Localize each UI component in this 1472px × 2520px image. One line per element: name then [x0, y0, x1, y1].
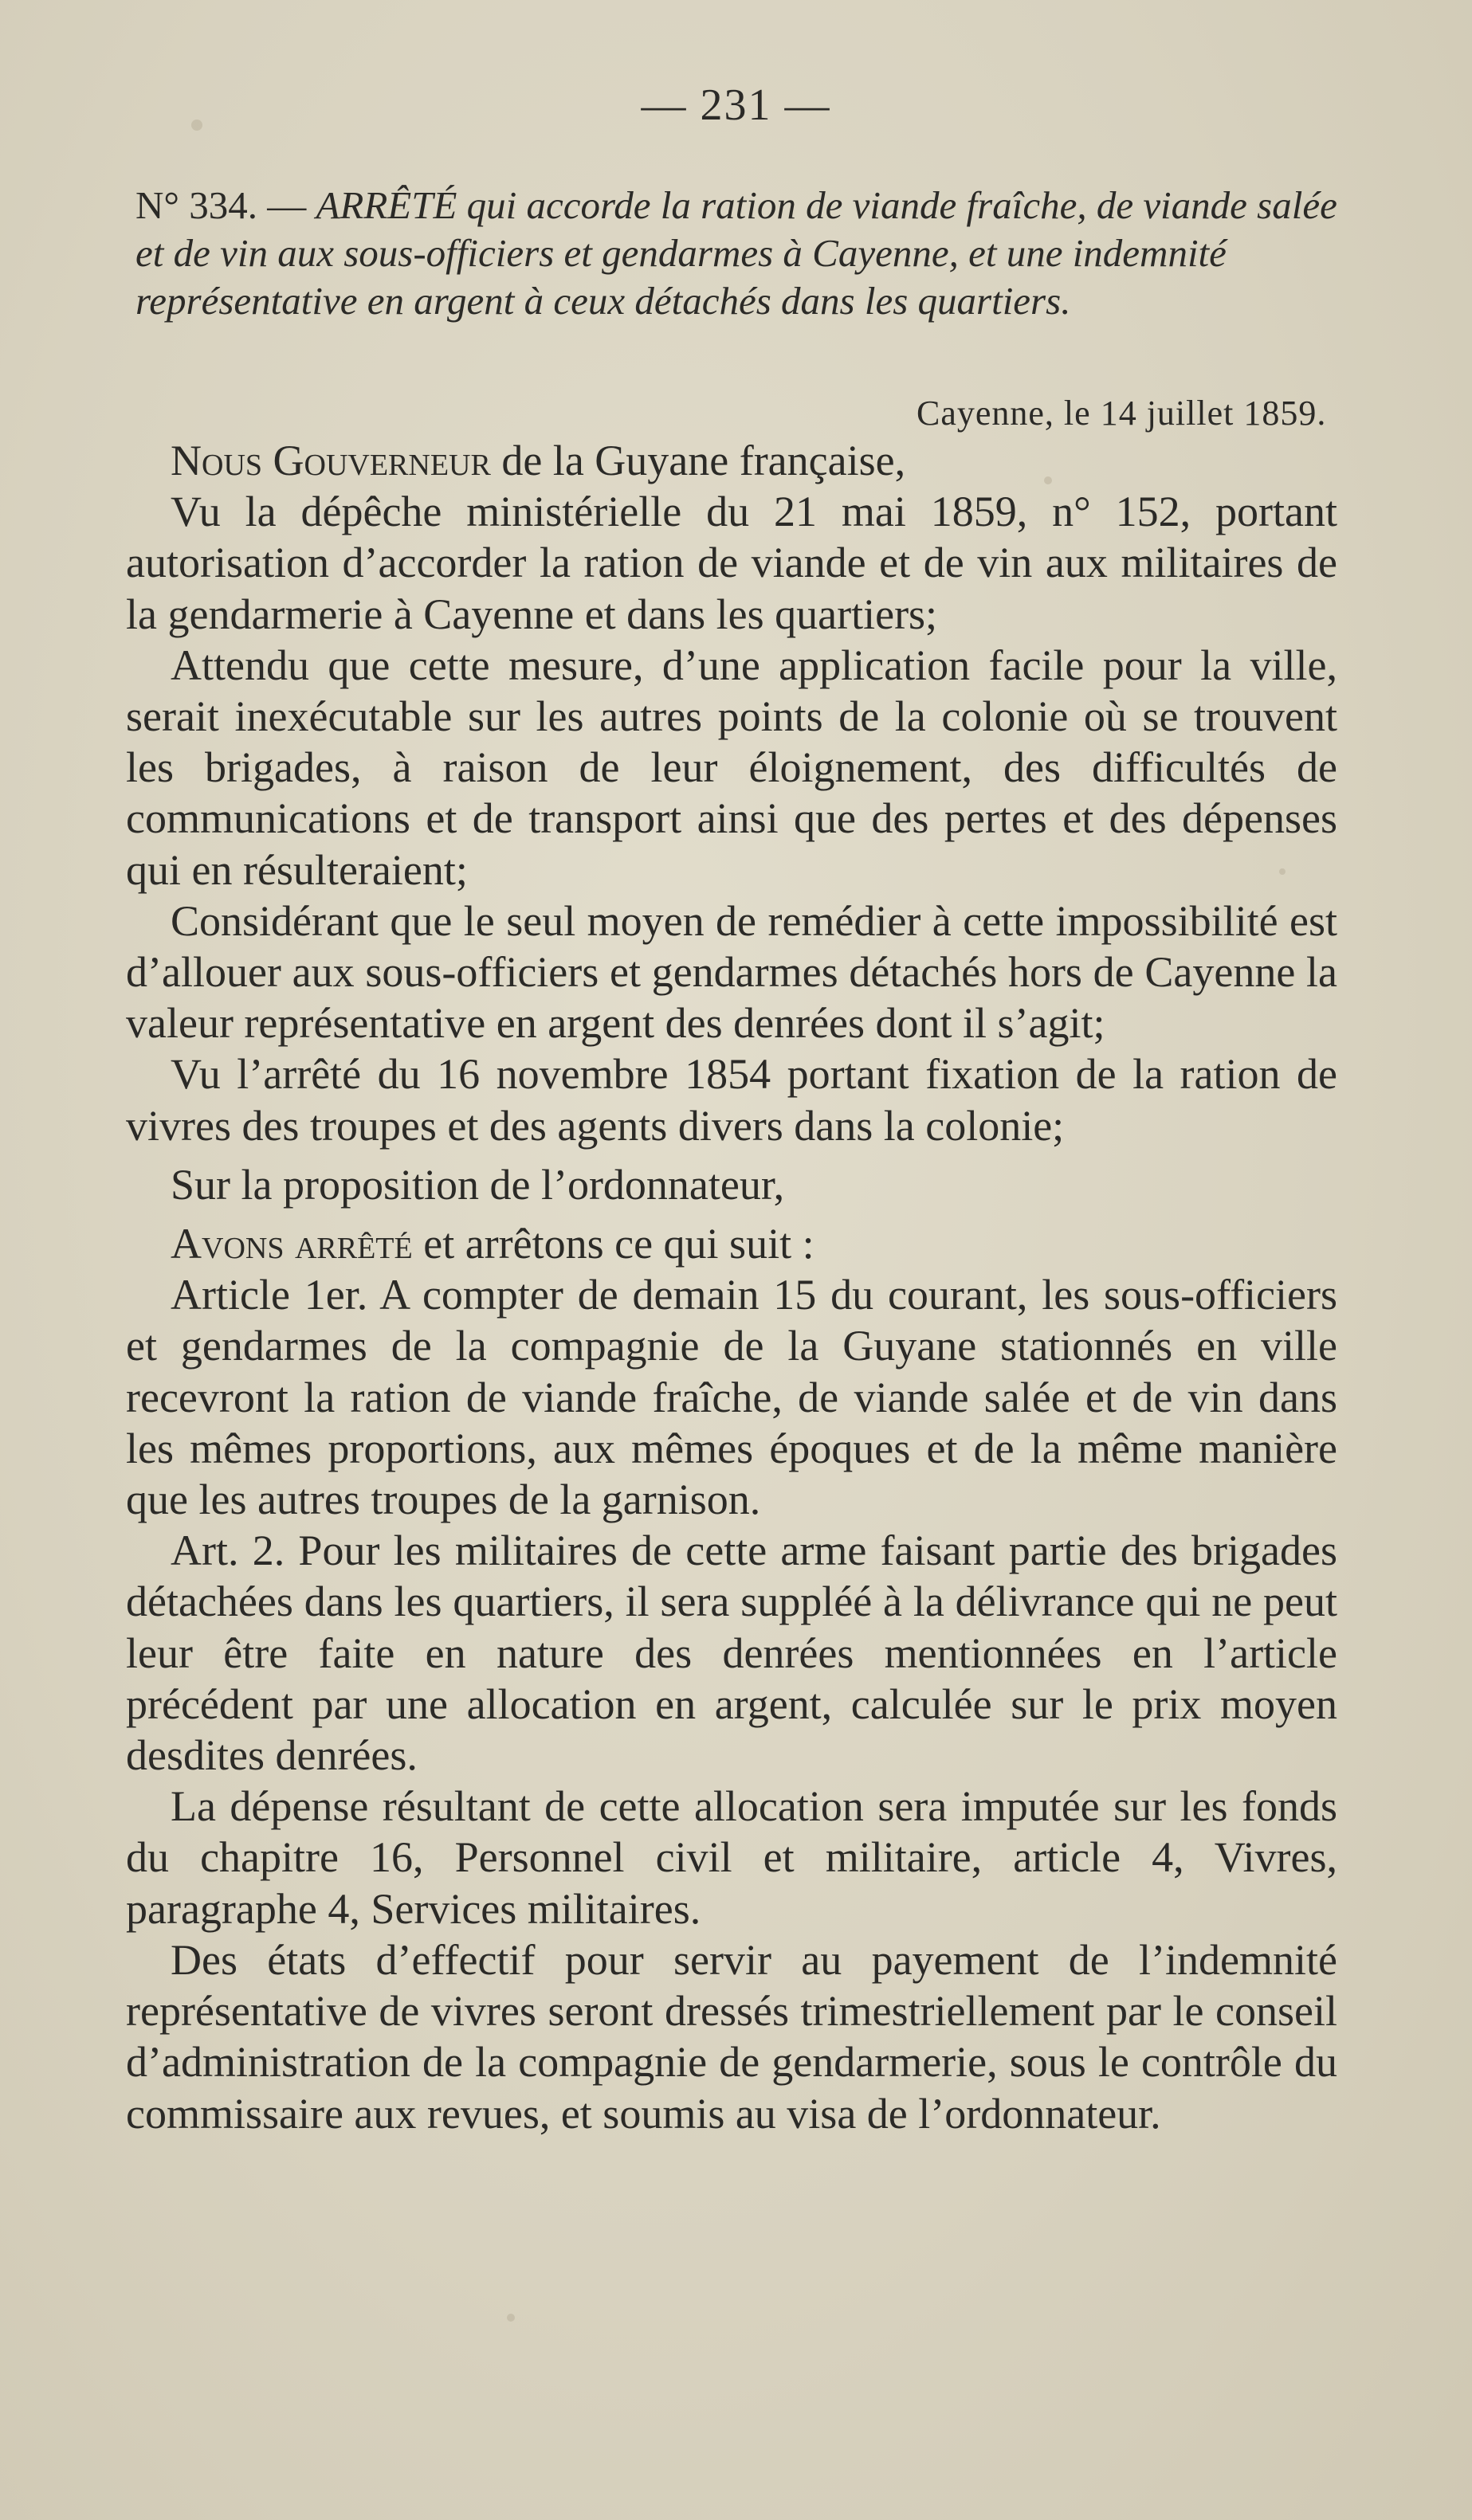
paragraph [126, 896, 1337, 1049]
paragraph-text: Des états d’effectif pour servir au payement de l’indemnité représentative de vivres seront dressés trimestriellement par le conseil d’administration de la compagnie de gendarmerie, sous le contrôle du commissaire aux revues, et soumis au visa de l’ordonnateur. [126, 1935, 1337, 2138]
paragraph-text: Considérant que le seul moyen de remédier à cette impossibilité est d’allouer aux sous-officiers et gendarmes détachés hors de Cayenne la valeur représentative en argent des denrées dont il s’agit; [126, 896, 1337, 1048]
paragraph [126, 1781, 1337, 1934]
paragraph-text: de la Guyane française, [490, 437, 906, 484]
paragraph [126, 640, 1337, 896]
decision-line [126, 1218, 1337, 1269]
paragraph-text: Art. 2. Pour les militaires de cette arme faisant partie des brigades détachées dans les quartiers, il sera suppléé à la délivrance qui ne peut leur être faite en nature des denrées mentionnées en l’article précédent par une allocation en argent, calculée sur le prix moyen desdites denrées. [126, 1527, 1337, 1780]
document-number: N° 334. — [135, 183, 307, 227]
paragraph-text: et arrêtons ce qui suit : [412, 1220, 815, 1268]
paragraph-text: La dépense résultant de cette allocation sera imputée sur les fonds du chapitre 16, Personnel civil et militaire, article 4, Vivres, paragraphe 4, Services militaires. [126, 1782, 1337, 1933]
paragraph-text: Vu l’arrêté du 16 novembre 1854 portant fixation de la ration de vivres des troupes et des agents divers dans la colonie; [126, 1050, 1337, 1150]
paragraph-text: Sur la proposition de l’ordonnateur, [171, 1160, 785, 1209]
document-title: ARRÊTÉ qui accorde la ration de viande fraîche, de viande salée et de vin aux sous-officiers et gendarmes à Cayenne, et une indemnité représentative en argent à ceux détachés dans les quartiers. [135, 183, 1337, 323]
paragraph [126, 486, 1337, 640]
paragraph [126, 1159, 1337, 1210]
paragraph [126, 1934, 1337, 2139]
paragraph-text: Vu la dépêche ministérielle du 21 mai 1859, n° 152, portant autorisation d’accorder la ration de viande et de vin aux militaires de la gendarmerie à Cayenne et dans les quartiers; [126, 488, 1337, 638]
article-2 [126, 1525, 1337, 1781]
article-1 [126, 1269, 1337, 1525]
paragraph [126, 1048, 1337, 1150]
paper-stain [507, 2314, 515, 2322]
lead-words: Avons arrêté [171, 1220, 413, 1268]
lead-words: Nous Gouverneur [171, 437, 491, 484]
document-heading [135, 182, 1339, 325]
paragraph-text: Attendu que cette mesure, d’une application facile pour la ville, serait inexécutable sur les autres points de la colonie où se trouvent les brigades, à raison de leur éloignement, des difficultés de communications et de transport ainsi que des pertes et des dépenses qui en résulteraient; [126, 641, 1337, 894]
paragraph-text: Article 1er. A compter de demain 15 du courant, les sous-officiers et gendarmes de la compagnie de la Guyane stationnés en ville recevront la ration de viande fraîche, de viande salée et de vin dans les mêmes proportions, aux mêmes époques et de la même manière que les autres troupes de la garnison. [126, 1271, 1337, 1524]
preamble-line [126, 435, 1337, 486]
document-body [126, 435, 1337, 2139]
place-date: Cayenne, le 14 juillet 1859. [917, 394, 1327, 433]
page-number: — 231 — [641, 80, 831, 130]
